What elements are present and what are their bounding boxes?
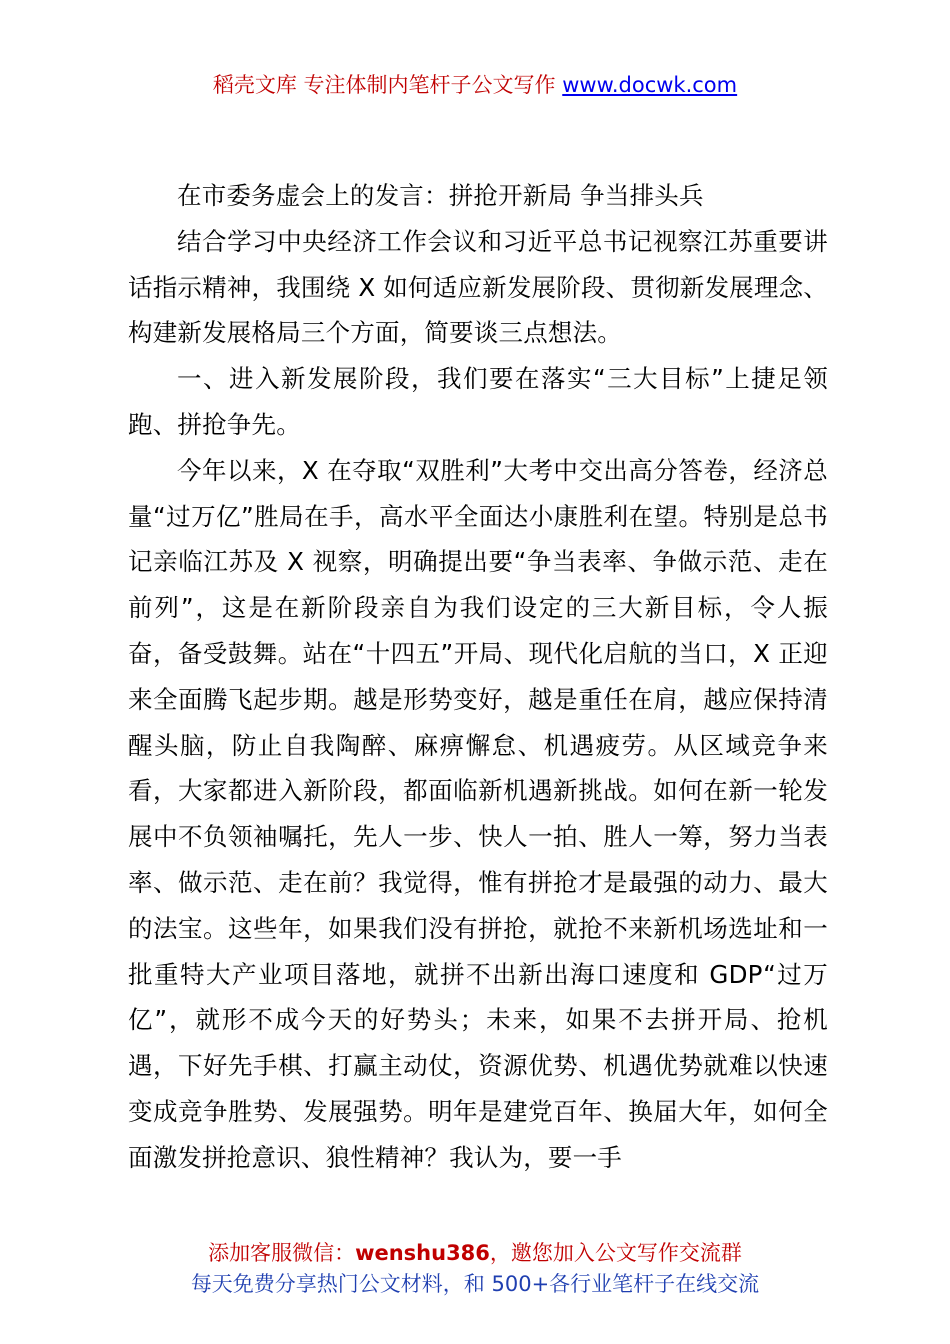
document-footer bbox=[0, 1238, 950, 1300]
body-paragraph-intro: 结合学习中央经济工作会议和习近平总书记视察江苏重要讲话指示精神，我围绕 X 如何适应新发展阶段、贯彻新发展理念、构建新发展格局三个方面，简要谈三点想法。 bbox=[128, 226, 828, 348]
body-paragraph-main: 今年以来，X 在夺取“双胜利”大考中交出高分答卷，经济总量“过万亿”胜局在手，高水平全面达小康胜利在望。特别是总书记亲临江苏及 X 视察，明确提出要“争当表率、争做示范、走在前列”，这是在新阶段亲自为我们设定的三大新目标，令人振奋，备受鼓舞。站在“十四五”开局、现代化启航的当口，X 正迎来全面腾飞起步期。越是形势变好，越是重任在肩，越应保持清醒头脑，防止自我陶醉、麻痹懈怠、机遇疲劳。从区域竞争来看，大家都进入新阶段，都面临新机遇新挑战。如何在新一轮发展中不负领袖嘱托，先人一步、快人一拍、胜人一筹，努力当表率、做示范、走在前？我觉得，惟有拼抢才是最强的动力、最大的法宝。这些年，如果我们没有拼抢，就抢不来新机场选址和一批重特大产业项目落地，就拼不出新出海口速度和 GDP“过万亿”，就形不成今天的好势头；未来，如果不去拼开局、抢机遇，下好先手棋、打赢主动仗，资源优势、机遇优势就难以快速变成竞争胜势、发展强势。明年是建党百年、换届大年，如何全面激发拼抢意识、狼性精神？我认为，要一手 bbox=[128, 455, 828, 1172]
document-title: 在市委务虚会上的发言：拼抢开新局 争当排头兵 bbox=[177, 181, 704, 210]
site-link[interactable]: www.docwk.com bbox=[562, 73, 738, 97]
document-header bbox=[0, 70, 950, 100]
document-body bbox=[128, 173, 828, 1181]
wechat-id: wenshu386 bbox=[355, 1241, 490, 1265]
brand-text: 稻壳文库 专注体制内笔杆子公文写作 bbox=[212, 73, 556, 97]
footer-contact-prefix: 添加客服微信： bbox=[208, 1241, 356, 1265]
footer-promo-line: 每天免费分享热门公文材料，和 500+各行业笔杆子在线交流 bbox=[190, 1272, 760, 1296]
footer-contact-line bbox=[0, 1238, 950, 1269]
footer-contact-suffix: ，邀您加入公文写作交流群 bbox=[489, 1241, 742, 1265]
section-heading-1: 一、进入新发展阶段，我们要在落实“三大目标”上捷足领跑、拼抢争先。 bbox=[128, 364, 828, 439]
